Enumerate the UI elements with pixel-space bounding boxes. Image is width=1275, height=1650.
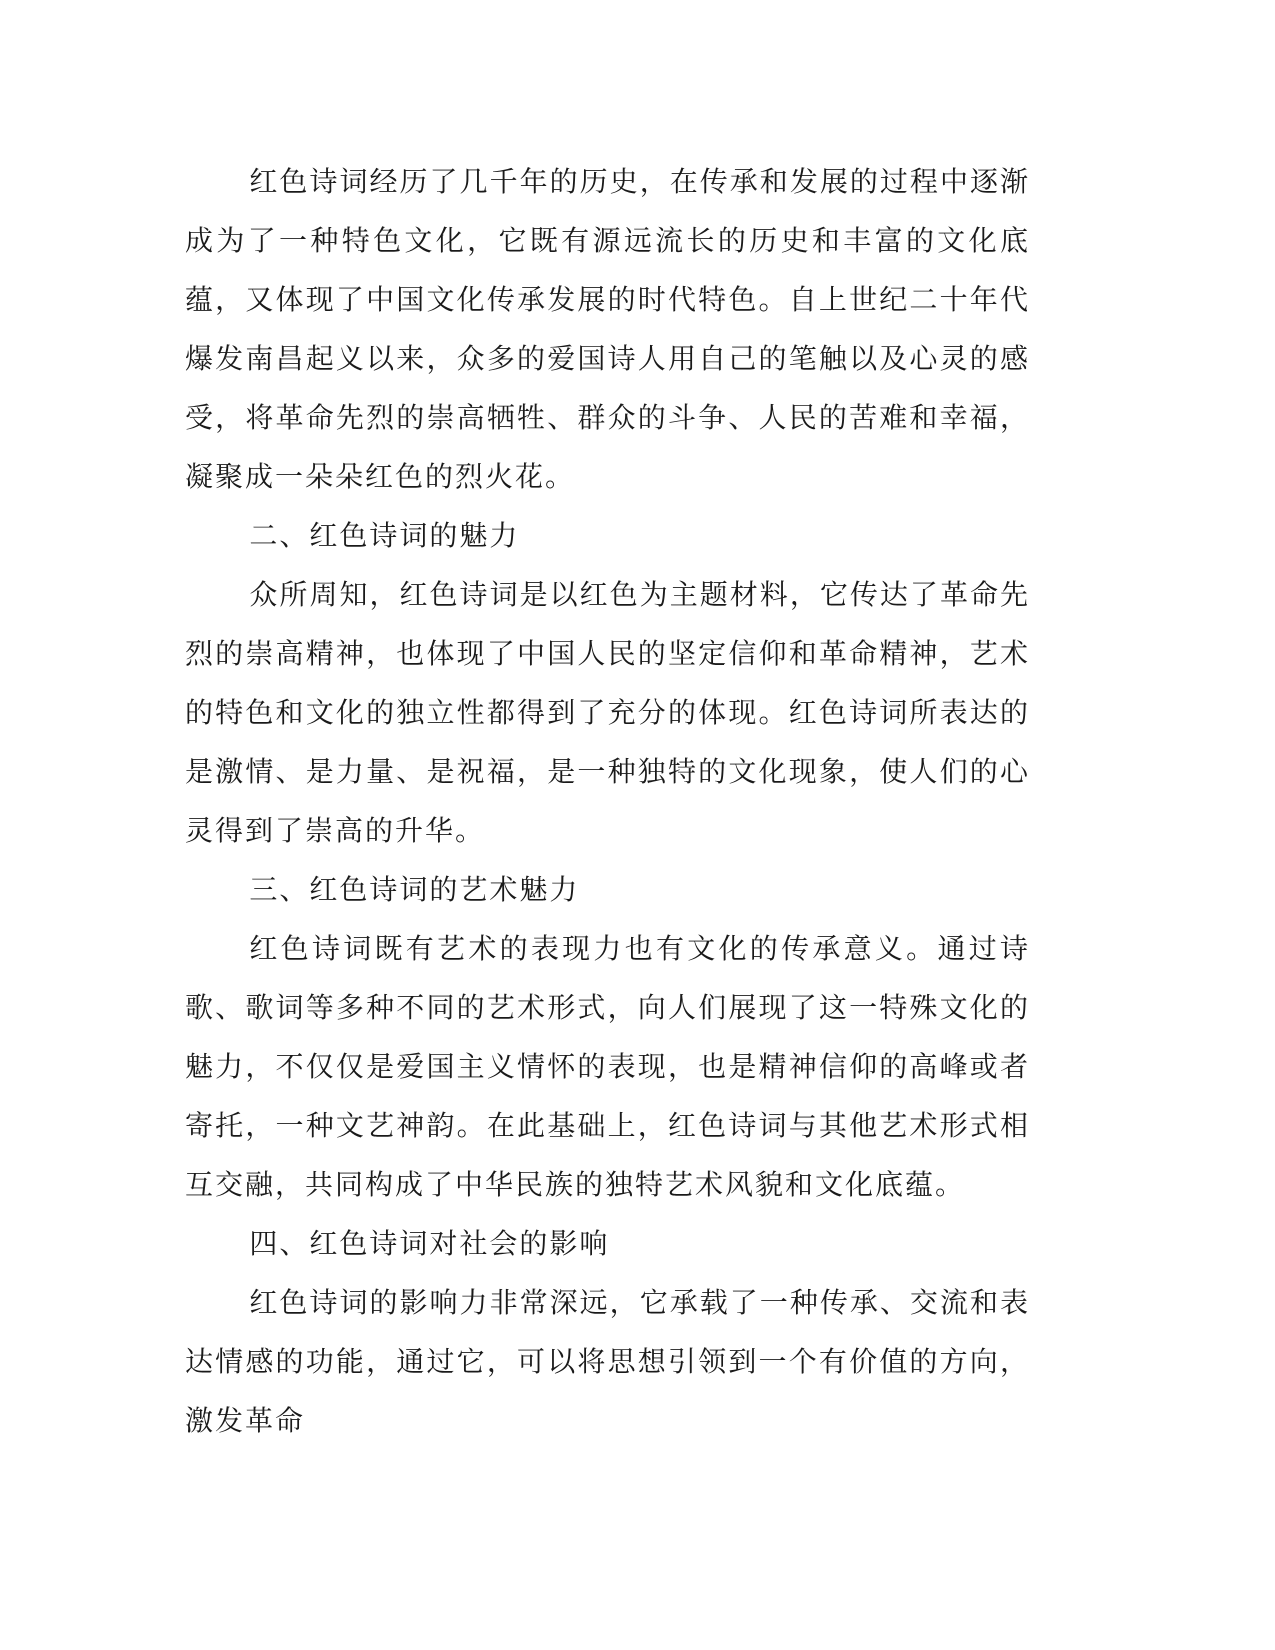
section-heading-2: 二、红色诗词的魅力	[249, 519, 520, 552]
section-heading-4: 四、红色诗词对社会的影响	[249, 1227, 610, 1260]
section-heading-3: 三、红色诗词的艺术魅力	[249, 873, 580, 906]
paragraph-intro: 红色诗词经历了几千年的历史，在传承和发展的过程中逐渐成为了一种特色文化，它既有源远流长的历史和丰富的文化底蕴，又体现了中国文化传承发展的时代特色。自上世纪二十年代爆发南昌起义以来，众多的爱国诗人用自己的笔触以及心灵的感受，将革命先烈的崇高牺牲、群众的斗争、人民的苦难和幸福，凝聚成一朵朵红色的烈火花。	[185, 165, 1030, 493]
paragraph-social-influence: 红色诗词的影响力非常深远，它承载了一种传承、交流和表达情感的功能，通过它，可以将思想引领到一个有价值的方向，激发革命	[185, 1286, 1030, 1437]
paragraph-artistic-charm: 红色诗词既有艺术的表现力也有文化的传承意义。通过诗歌、歌词等多种不同的艺术形式，向人们展现了这一特殊文化的魅力，不仅仅是爱国主义情怀的表现，也是精神信仰的高峰或者寄托，一种文艺神韵。在此基础上，红色诗词与其他艺术形式相互交融，共同构成了中华民族的独特艺术风貌和文化底蕴。	[185, 932, 1030, 1201]
paragraph-charm: 众所周知，红色诗词是以红色为主题材料，它传达了革命先烈的崇高精神，也体现了中国人民的坚定信仰和革命精神，艺术的特色和文化的独立性都得到了充分的体现。红色诗词所表达的是激情、是力量、是祝福，是一种独特的文化现象，使人们的心灵得到了崇高的升华。	[185, 578, 1030, 847]
document-page	[185, 152, 1030, 1450]
